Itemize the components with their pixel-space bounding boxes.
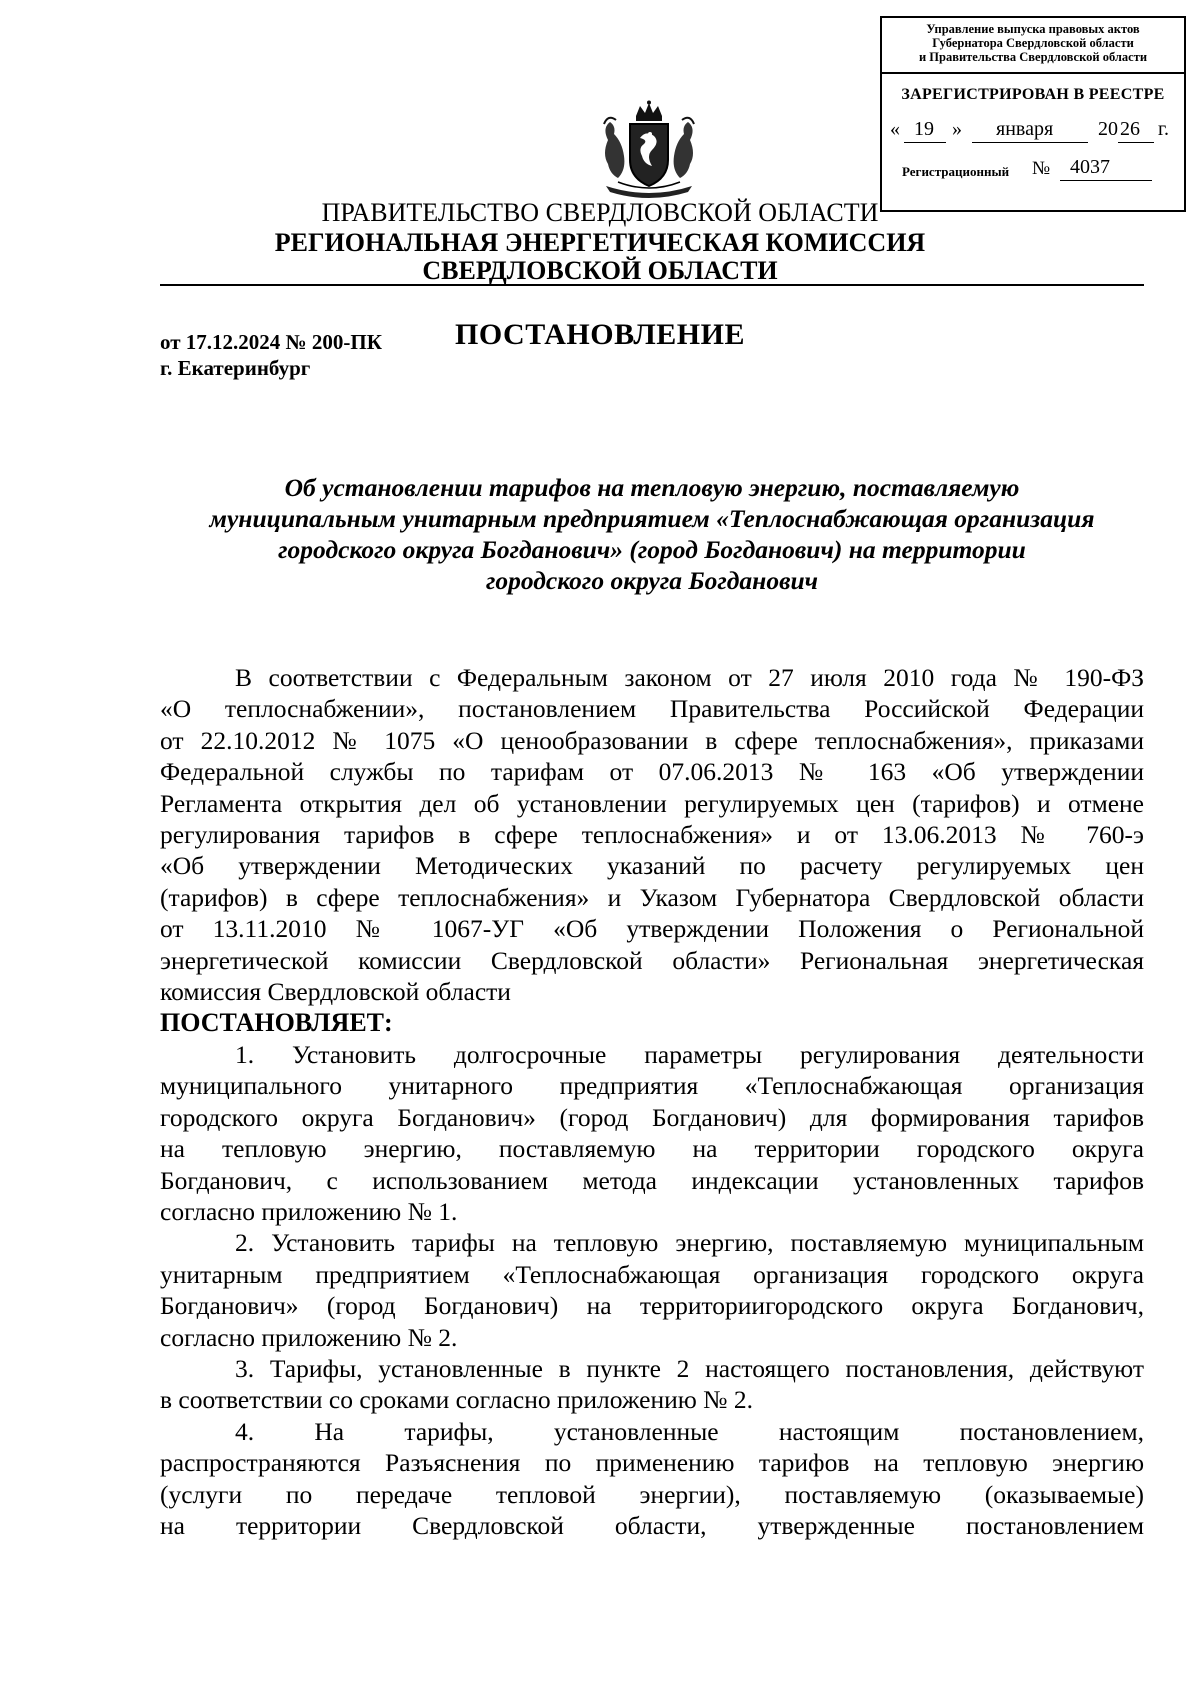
body-line: согласно приложению № 1.: [160, 1196, 458, 1226]
body-line: унитарным предприятием «Теплоснабжающая организация городского округа: [160, 1259, 1144, 1289]
body-line: от 22.10.2012 № 1075 «О ценообразовании в сфере теплоснабжения», приказами: [160, 725, 1144, 755]
stamp-reg-label: Регистрационный: [902, 164, 1010, 179]
document-city: г. Екатеринбург: [160, 356, 311, 380]
decree-word: ПОСТАНОВЛЯЕТ:: [160, 1008, 393, 1038]
body-line: Регламента открытия дел об установлении регулируемых цен (тарифов) и отмене: [160, 788, 1144, 818]
header-rule: [160, 284, 1144, 286]
body-line: «О теплоснабжении», постановлением Правительства Российской Федерации: [160, 694, 1144, 724]
registry-stamp: [880, 16, 1186, 212]
body-line: на территории Свердловской области, утвержденные постановлением: [160, 1510, 1144, 1540]
body-line: комиссия Свердловской области: [160, 977, 511, 1007]
body-line: регулирования тарифов в сфере теплоснабжения» и от 13.06.2013 № 760-э: [160, 820, 1144, 850]
body-line: энергетической комиссии Свердловской области» Региональная энергетическая: [160, 945, 1144, 975]
header-commission: РЕГИОНАЛЬНАЯ ЭНЕРГЕТИЧЕСКАЯ КОМИССИЯ: [274, 228, 926, 257]
stamp-date: [882, 112, 1184, 146]
stamp-quote-close: »: [952, 118, 962, 140]
body-line: 4. На тарифы, установленные настоящим постановлением,: [235, 1416, 1144, 1446]
body-line: городского округа Богданович» (город Богданович) для формирования тарифов: [160, 1102, 1144, 1132]
stamp-day-underline: [904, 142, 946, 143]
stamp-reg-number-row: [882, 156, 1184, 186]
body-line: на тепловую энергию, поставляемую на территории городского округа: [160, 1134, 1144, 1164]
stamp-year-abbr: г.: [1158, 118, 1169, 140]
header-government: ПРАВИТЕЛЬСТВО СВЕРДЛОВСКОЙ ОБЛАСТИ: [321, 198, 879, 227]
body-line: (услуги по передаче тепловой энергии), поставляемую (оказываемые): [160, 1479, 1144, 1509]
coat-of-arms-icon: [588, 100, 710, 200]
document-body: [160, 662, 1144, 1541]
subject-line: муниципальным унитарным предприятием «Теплоснабжающая организация: [209, 504, 1095, 533]
body-line: Богданович, с использованием метода индексации установленных тарифов: [160, 1165, 1144, 1195]
body-line: в соответствии со сроками согласно приложению № 2.: [160, 1385, 754, 1415]
stamp-number-underline: [1060, 180, 1152, 181]
stamp-reg-number: 4037: [1070, 156, 1110, 178]
stamp-registered-label: ЗАРЕГИСТРИРОВАН В РЕЕСТРЕ: [901, 86, 1165, 103]
body-line: распространяются Разъяснения по применению тарифов на тепловую энергию: [160, 1448, 1144, 1478]
document-subject: [160, 472, 1144, 596]
stamp-year-prefix: 20: [1098, 118, 1118, 140]
header-region: СВЕРДЛОВСКОЙ ОБЛАСТИ: [422, 256, 778, 285]
subject-line: городского округа Богданович» (город Богданович) на территории: [278, 535, 1026, 564]
stamp-quote-open: «: [890, 118, 900, 140]
subject-line: Об установлении тарифов на тепловую энергию, поставляемую: [284, 473, 1020, 502]
stamp-header-line1: Управление выпуска правовых актов: [926, 22, 1140, 36]
stamp-day: 19: [914, 118, 934, 140]
body-line: от 13.11.2010 № 1067-УГ «Об утверждении Положения о Региональной: [160, 914, 1144, 944]
body-line: 2. Установить тарифы на тепловую энергию, поставляемую муниципальным: [235, 1228, 1144, 1258]
body-line: В соответствии с Федеральным законом от 27 июля 2010 года № 190-ФЗ: [235, 663, 1144, 692]
document-date-number: от 17.12.2024 № 200-ПК: [160, 330, 382, 354]
stamp-month-underline: [972, 142, 1088, 143]
body-line: муниципального унитарного предприятия «Теплоснабжающая организация: [160, 1071, 1144, 1101]
stamp-header: [882, 18, 1184, 74]
stamp-num-sign: №: [1032, 158, 1051, 179]
body-line: «Об утверждении Методических указаний по расчету регулируемых цен: [160, 851, 1144, 881]
body-line: (тарифов) в сфере теплоснабжения» и Указом Губернатора Свердловской области: [160, 882, 1144, 912]
body-line: Богданович» (город Богданович) на территориигородского округа Богданович,: [160, 1291, 1144, 1321]
stamp-month: января: [996, 118, 1054, 140]
stamp-year-suffix: 26: [1120, 118, 1140, 140]
body-line: согласно приложению № 2.: [160, 1322, 458, 1352]
body-line: 1. Установить долгосрочные параметры регулирования деятельности: [235, 1039, 1144, 1069]
stamp-header-line3: и Правительства Свердловской области: [918, 50, 1148, 64]
subject-line: городского округа Богданович: [485, 566, 819, 595]
stamp-header-line2: Губернатора Свердловской области: [932, 36, 1134, 50]
body-line: Федеральной службы по тарифам от 07.06.2013 № 163 «Об утверждении: [160, 757, 1144, 787]
document-type: ПОСТАНОВЛЕНИЕ: [455, 318, 745, 351]
stamp-year-underline: [1118, 142, 1154, 143]
body-line: 3. Тарифы, установленные в пункте 2 настоящего постановления, действуют: [235, 1353, 1144, 1383]
